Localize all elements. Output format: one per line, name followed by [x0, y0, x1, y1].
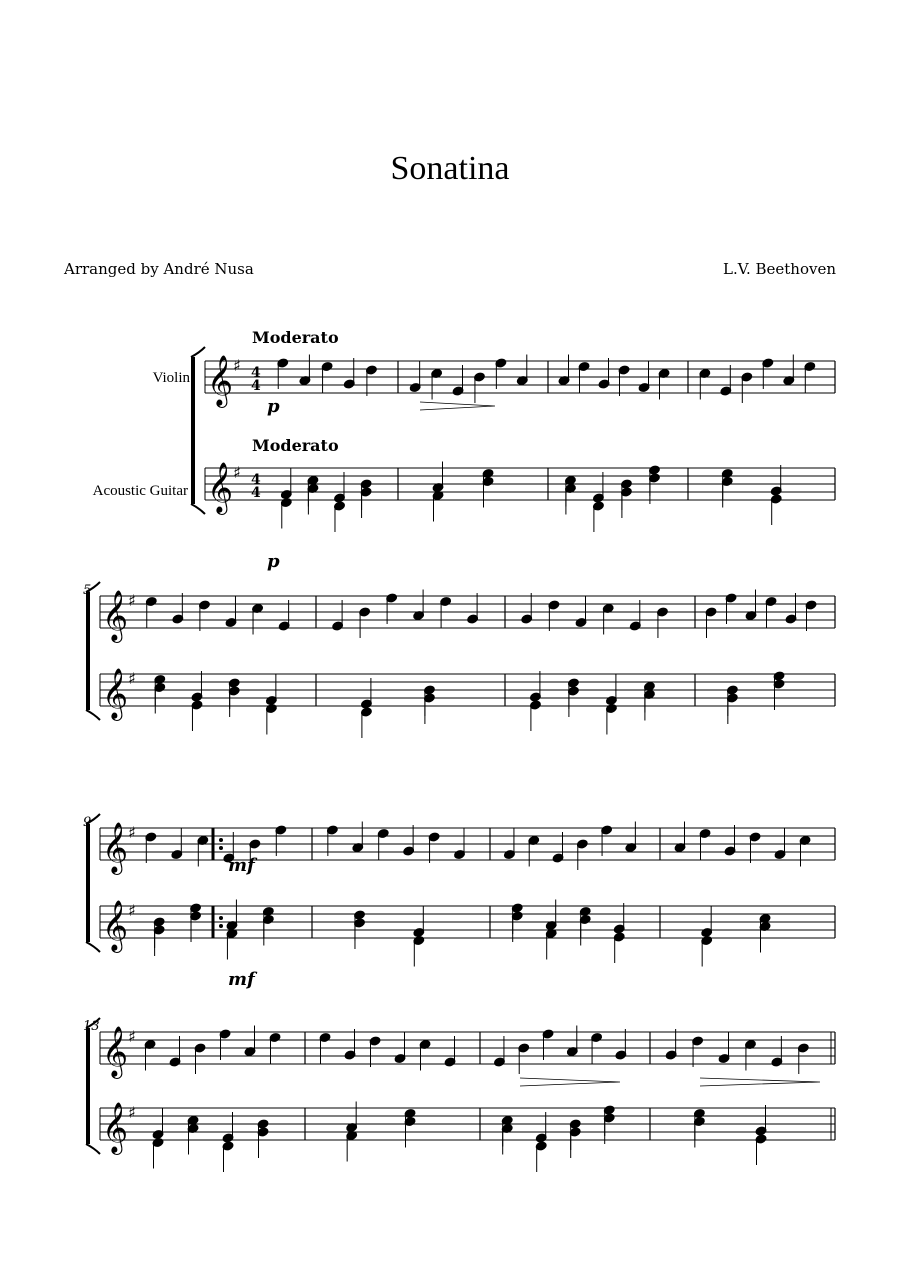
- staff-lines: [86, 347, 835, 1155]
- repeat-dot: [219, 924, 223, 928]
- repeat-dot: [219, 916, 223, 920]
- violin-label: Violin: [152, 370, 190, 386]
- time-sig-violin-bottom: 4: [251, 378, 261, 394]
- notes-layer: [144, 355, 820, 1173]
- sharp-icon: ♯: [128, 1103, 136, 1122]
- sharp-icon: ♯: [233, 356, 241, 375]
- measure-number-13: 13: [83, 1019, 100, 1034]
- hairpin: [520, 1078, 620, 1086]
- repeat-dot: [219, 838, 223, 842]
- tempo-guitar: Moderato: [252, 436, 339, 455]
- time-sig-violin-top: 4: [251, 365, 261, 381]
- treble-clef-icon: 𝄞: [102, 1102, 129, 1153]
- bracket-hook: [86, 710, 100, 720]
- hairpin: [700, 1078, 820, 1086]
- repeat-dot: [219, 846, 223, 850]
- guitar-label: Acoustic Guitar: [92, 483, 188, 499]
- measure-number-5: 5: [83, 583, 92, 598]
- sharp-icon: ♯: [128, 901, 136, 920]
- time-sig-guitar-bottom: 4: [251, 485, 261, 501]
- composer-credit: L.V. Beethoven: [723, 260, 836, 278]
- treble-clef-icon: 𝄞: [207, 462, 234, 513]
- bracket-hook: [191, 347, 205, 357]
- time-sig-guitar-top: 4: [251, 472, 261, 488]
- sharp-icon: ♯: [233, 463, 241, 482]
- treble-clef-icon: 𝄞: [102, 1026, 129, 1077]
- hairpin: [420, 402, 495, 410]
- sharp-icon: ♯: [128, 1027, 136, 1046]
- treble-clef-icon: 𝄞: [102, 590, 129, 641]
- treble-clef-icon: 𝄞: [207, 355, 234, 406]
- dynamic-mf-violin: mf: [228, 855, 255, 876]
- sharp-icon: ♯: [128, 669, 136, 688]
- score-title: Sonatina: [390, 150, 510, 187]
- tempo-violin: Moderato: [252, 328, 339, 347]
- dynamic-p-guitar: p: [267, 551, 280, 572]
- sharp-icon: ♯: [128, 823, 136, 842]
- bracket-hook: [191, 504, 205, 514]
- arranger-credit: Arranged by André Nusa: [64, 260, 254, 278]
- bracket-hook: [86, 1144, 100, 1154]
- dynamic-mf-guitar: mf: [228, 969, 255, 990]
- bracket-hook: [86, 942, 100, 952]
- treble-clef-icon: 𝄞: [102, 668, 129, 719]
- dynamic-p-violin: p: [267, 396, 280, 417]
- treble-clef-icon: 𝄞: [102, 822, 129, 873]
- sharp-icon: ♯: [128, 591, 136, 610]
- treble-clef-icon: 𝄞: [102, 900, 129, 951]
- measure-number-9: 9: [83, 815, 92, 830]
